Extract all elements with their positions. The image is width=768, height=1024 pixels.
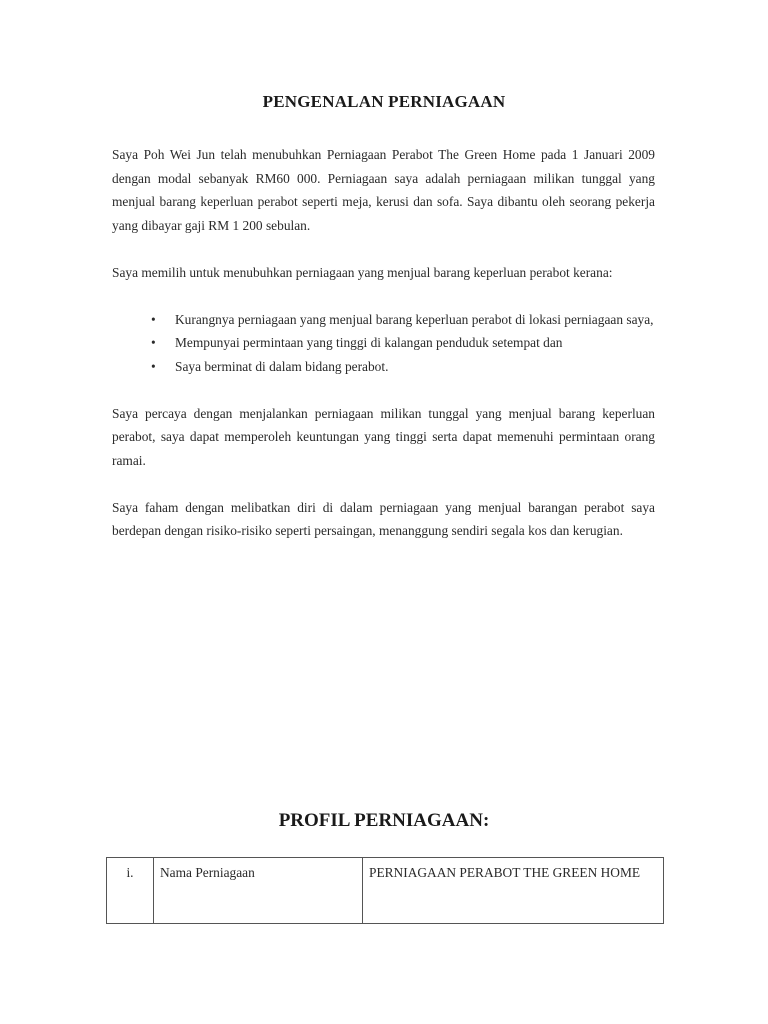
intro-paragraph-2: Saya memilih untuk menubuhkan perniagaan yang menjual barang keperluan perabot kerana:	[112, 264, 613, 280]
row-number: i.	[107, 858, 154, 924]
row-label: Nama Perniagaan	[154, 858, 363, 924]
reason-item: • Kurangnya perniagaan yang menjual barang keperluan perabot di lokasi perniagaan saya,	[175, 308, 655, 332]
reason-item: • Saya berminat di dalam bidang perabot.	[175, 355, 655, 379]
intro-paragraph-4: Saya faham dengan melibatkan diri di dalam perniagaan yang menjual barangan perabot saya berdepan dengan risiko-risiko seperti persaingan, menanggung sendiri segala kos dan kerugian.	[112, 499, 655, 538]
intro-title: PENGENALAN PERNIAGAAN	[262, 92, 506, 111]
intro-paragraph-3: Saya percaya dengan menjalankan perniagaan milikan tunggal yang menjual barang keperluan perabot, saya dapat memperoleh keuntungan yang tinggi serta dapat memenuhi permintaan orang ramai.	[112, 405, 655, 468]
table-row	[107, 858, 664, 924]
intro-paragraph-1: Saya Poh Wei Jun telah menubuhkan Perniagaan Perabot The Green Home pada 1 Januari 2009 dengan modal sebanyak RM60 000. Perniagaan saya adalah perniagaan milikan tunggal yang menjual barang keperluan perabot seperti meja, kerusi dan sofa. Saya dibantu oleh seorang pekerja yang dibayar gaji RM 1 200 sebulan.	[112, 147, 655, 233]
reason-item: • Mempunyai permintaan yang tinggi di kalangan penduduk setempat dan	[175, 331, 655, 355]
row-value: PERNIAGAAN PERABOT THE GREEN HOME	[363, 858, 664, 924]
profile-table	[106, 857, 664, 924]
reasons-list	[112, 308, 655, 379]
profile-title: PROFIL PERNIAGAAN:	[278, 810, 490, 831]
intro-body	[112, 143, 655, 566]
